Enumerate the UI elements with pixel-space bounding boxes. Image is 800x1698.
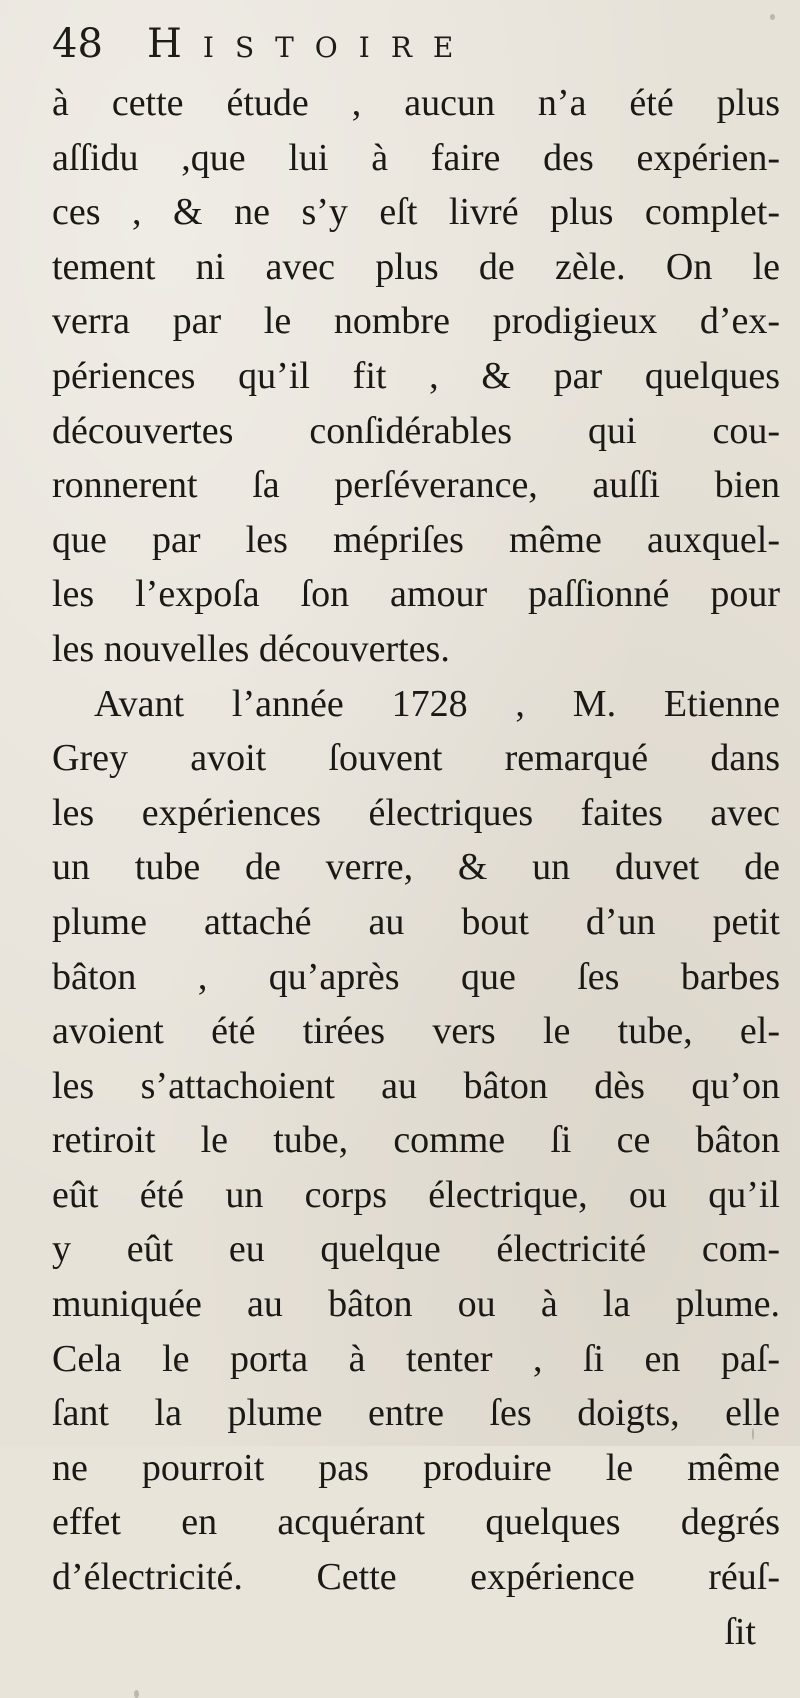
catchword: ſit (724, 1610, 756, 1653)
text-line: découvertes conſidérables qui cou- (52, 409, 780, 452)
ink-speck (134, 1690, 139, 1698)
page-number: 48 (52, 21, 103, 67)
text-line: ne pourroit pas produire le même (52, 1446, 780, 1489)
text-line: tement ni avec plus de zèle. On le (52, 245, 780, 288)
text-line: retiroit le tube, comme ſi ce bâton (52, 1119, 780, 1162)
text-line: à cette étude , aucun n’a été plus (52, 82, 780, 124)
text-line: les l’expoſa ſon amour paſſionné pour (52, 573, 780, 616)
ink-speck (770, 14, 775, 20)
text-line: plume attaché au bout d’un petit (52, 900, 780, 943)
text-line: effet en acquérant quelques degrés (52, 1501, 780, 1544)
text-line: bâton , qu’après que ſes barbes (52, 955, 780, 998)
text-line: Grey avoit ſouvent remarqué dans (52, 737, 780, 780)
body-text (52, 76, 780, 1659)
text-line: ces , & ne s’y eſt livré plus complet- (52, 191, 780, 234)
text-line: périences qu’il fit , & par quelques (52, 354, 780, 397)
text-line: les expériences électriques faites avec (52, 791, 780, 834)
ink-speck (752, 1428, 754, 1440)
text-line: d’électricité. Cette expérience réuſ- (52, 1556, 780, 1599)
text-line: eût été un corps électrique, ou qu’il (52, 1173, 780, 1216)
text-line: muniquée au bâton ou à la plume. (52, 1283, 780, 1326)
text-line: Cela le porta à tenter , ſi en paſ- (52, 1337, 780, 1380)
text-line: avoient été tirées vers le tube, el- (52, 1010, 780, 1053)
text-line: ſant la plume entre ſes doigts, elle (52, 1392, 780, 1435)
text-line: ronnerent ſa perſéverance, auſſi bien (52, 464, 780, 507)
text-line: que par les mépriſes même auxquel- (52, 518, 780, 561)
text-line: les s’attachoient au bâton dès qu’on (52, 1064, 780, 1107)
text-line: y eût eu quelque électricité com- (52, 1228, 780, 1271)
page-header (52, 12, 772, 72)
ink-speck (176, 1362, 181, 1369)
running-title: Histoire (147, 21, 475, 67)
text-line: verra par le nombre prodigieux d’ex- (52, 300, 780, 343)
text-line: Avant l’année 1728 , M. Etienne (94, 682, 780, 725)
text-line: les nouvelles découvertes. (52, 627, 450, 670)
text-line: un tube de verre, & un duvet de (52, 846, 780, 889)
text-line: aſſidu ,que lui à faire des expérien- (52, 136, 780, 179)
